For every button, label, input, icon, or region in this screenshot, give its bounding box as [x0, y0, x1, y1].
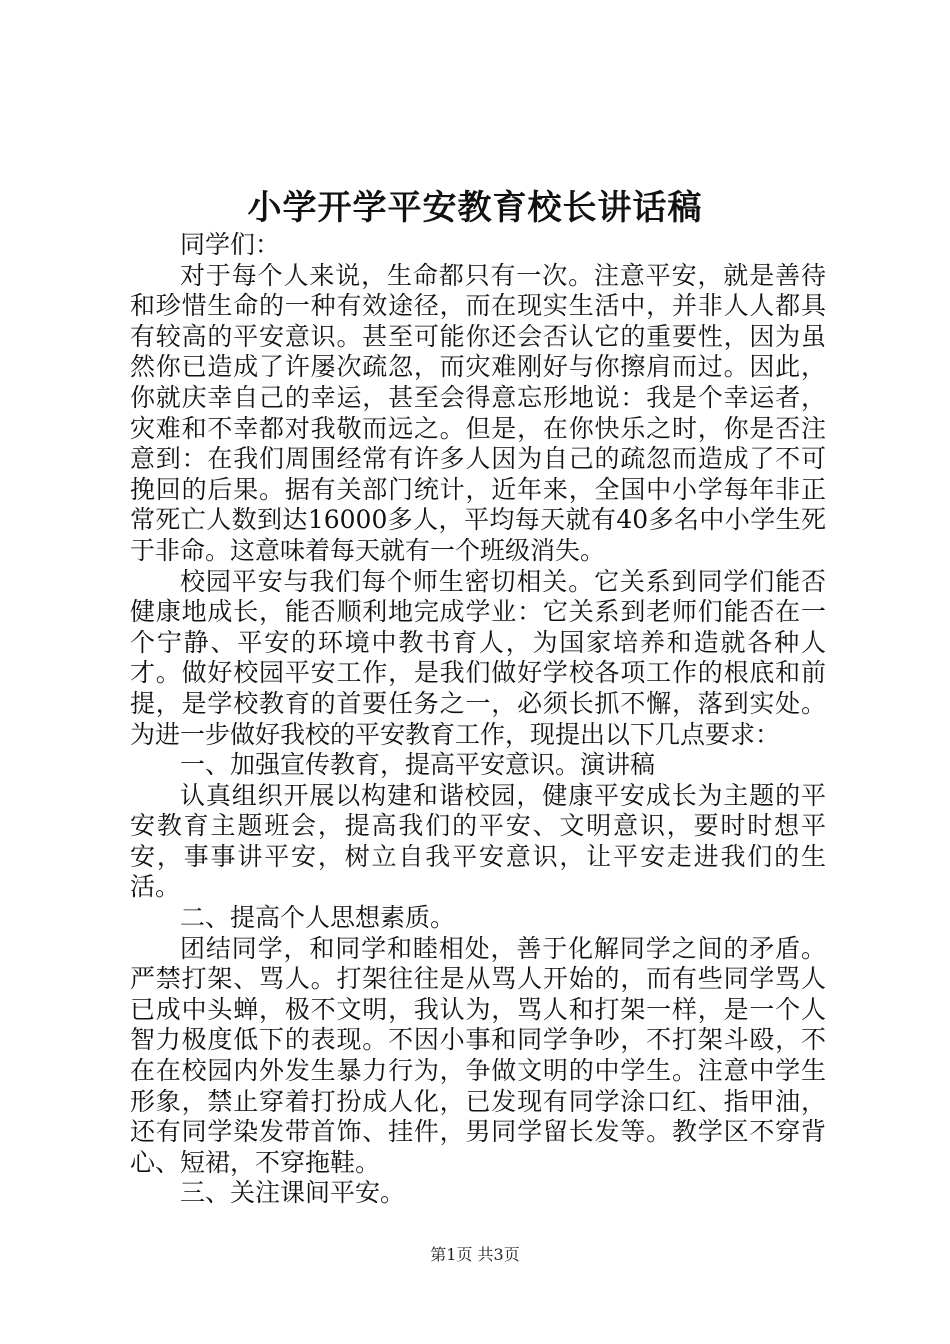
body-paragraph: 团结同学，和同学和睦相处，善于化解同学之间的矛盾。严禁打架、骂人。打架往往是从骂人开始的，而有些同学骂人已成中头蝉，极不文明，我认为，骂人和打架一样，是一个人智力极度低下的表现。不因小事和同学争吵，不打架斗殴，不在在校园内外发生暴力行为，争做文明的中学生。注意中学生形象，禁止穿着打扮成人化，已发现有同学涂口红、指甲油，还有同学染发带首饰、挂件，男同学留长发等。教学区不穿背心、短裙，不穿拖鞋。: [130, 933, 826, 1177]
body-paragraph: 对于每个人来说，生命都只有一次。注意平安，就是善待和珍惜生命的一种有效途径，而在现实生活中，并非人人都具有较高的平安意识。甚至可能你还会否认它的重要性，因为虽然你已造成了许屡次疏忽，而灾难刚好与你擦肩而过。因此，你就庆幸自己的幸运，甚至会得意忘形地说：我是个幸运者，灾难和不幸都对我敬而远之。但是，在你快乐之时，你是否注意到：在我们周围经常有许多人因为自己的疏忽而造成了不可挽回的后果。据有关部门统计，近年来，全国中小学每年非正常死亡人数到达16000多人，平均每天就有40多名中小学生死于非命。这意味着每天就有一个班级消失。: [130, 260, 826, 565]
document-body: [130, 230, 826, 1209]
section-heading: 二、提高个人思想素质。: [180, 903, 456, 933]
page-footer: 第1页 共3页: [430, 1245, 520, 1264]
section-heading: 一、加强宣传教育，提高平安意识。演讲稿: [180, 750, 656, 780]
body-paragraph: 校园平安与我们每个师生密切相关。它关系到同学们能否健康地成长，能否顺利地完成学业：它关系到老师们能否在一个宁静、平安的环境中教书育人，为国家培养和造就各种人才。做好校园平安工作，是我们做好学校各项工作的根底和前提，是学校教育的首要任务之一，必须长抓不懈，落到实处。为进一步做好我校的平安教育工作，现提出以下几点要求：: [130, 566, 826, 749]
body-paragraph: 认真组织开展以构建和谐校园，健康平安成长为主题的平安教育主题班会，提高我们的平安、文明意识，要时时想平安，事事讲平安，树立自我平安意识，让平安走进我们的生活。: [130, 780, 826, 902]
salutation: 同学们：: [180, 230, 281, 259]
section-heading: 三、关注课间平安。: [180, 1178, 406, 1208]
document-title: 小学开学平安教育校长讲话稿: [247, 188, 703, 228]
